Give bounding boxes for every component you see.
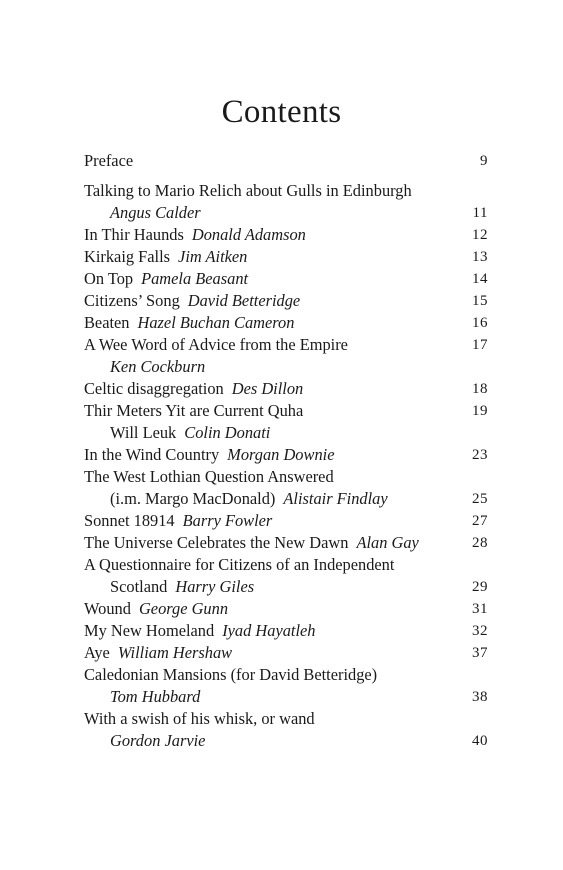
toc-entry[interactable] [84, 642, 488, 664]
toc-entry[interactable] [84, 466, 488, 510]
entry-page: 32 [472, 623, 488, 639]
entry-title-continued: Scotland [110, 577, 168, 596]
toc-entry[interactable] [84, 510, 488, 532]
entry-title: With a swish of his whisk, or wand [84, 709, 315, 728]
entry-page: 25 [472, 491, 488, 507]
toc-entry-preface[interactable] [84, 150, 488, 172]
toc-entry[interactable] [84, 224, 488, 246]
entry-page: 27 [472, 513, 488, 529]
entry-page: 13 [472, 249, 488, 265]
entry-author: Hazel Buchan Cameron [137, 313, 295, 332]
entry-author: Alan Gay [356, 533, 419, 552]
entry-title: In Thir Haunds [84, 225, 184, 244]
entry-author: William Hershaw [117, 643, 233, 662]
entry-title: A Wee Word of Advice from the Empire [84, 335, 348, 354]
toc-entry[interactable] [84, 180, 488, 224]
entry-title: The West Lothian Question Answered [84, 467, 334, 486]
entry-title: Citizens’ Song [84, 291, 180, 310]
entry-title: Kirkaig Falls [84, 247, 171, 266]
entry-page: 9 [480, 153, 488, 169]
page-title: Contents [221, 94, 342, 131]
entry-title: The Universe Celebrates the New Dawn [84, 533, 349, 552]
entry-page: 12 [472, 227, 488, 243]
entry-title: My New Homeland [84, 621, 215, 640]
toc-entry[interactable] [84, 532, 488, 554]
toc-entry[interactable] [84, 400, 488, 444]
entry-author: Gordon Jarvie [110, 731, 206, 750]
entry-author: Morgan Downie [227, 445, 335, 464]
entry-author: Jim Aitken [178, 247, 248, 266]
entry-title: Thir Meters Yit are Current Quha [84, 401, 304, 420]
entry-author: David Betteridge [187, 291, 301, 310]
toc-entry[interactable] [84, 444, 488, 466]
entry-page: 17 [472, 337, 488, 353]
entry-page: 28 [472, 535, 488, 551]
entry-title: Beaten [84, 313, 130, 332]
toc-entry[interactable] [84, 378, 488, 400]
entry-title: Talking to Mario Relich about Gulls in Edinburgh [84, 181, 412, 200]
entry-author: Alistair Findlay [283, 489, 388, 508]
entry-author: Ken Cockburn [110, 357, 206, 376]
entry-title: Aye [84, 643, 110, 662]
entry-author: Harry Giles [175, 577, 255, 596]
toc-entry[interactable] [84, 246, 488, 268]
toc-entry[interactable] [84, 554, 488, 598]
entry-author: Iyad Hayatleh [222, 621, 316, 640]
entry-page: 11 [472, 205, 488, 221]
entry-title: Wound [84, 599, 131, 618]
entry-author: Angus Calder [110, 203, 201, 222]
toc-entry[interactable] [84, 598, 488, 620]
entry-page: 40 [472, 733, 488, 749]
toc-entry[interactable] [84, 268, 488, 290]
toc-entry[interactable] [84, 312, 488, 334]
toc-entry[interactable] [84, 334, 488, 378]
entry-title: Preface [84, 151, 134, 170]
entry-author: Barry Fowler [182, 511, 273, 530]
entry-title: Caledonian Mansions (for David Betteridge) [84, 665, 378, 684]
entry-page: 14 [472, 271, 488, 287]
toc-entry[interactable] [84, 664, 488, 708]
entry-page: 29 [472, 579, 488, 595]
entry-author: Tom Hubbard [110, 687, 201, 706]
toc-entry[interactable] [84, 620, 488, 642]
entry-page: 16 [472, 315, 488, 331]
entry-page: 15 [472, 293, 488, 309]
entry-page: 18 [472, 381, 488, 397]
table-of-contents [84, 150, 488, 752]
entry-title: Sonnet 18914 [84, 511, 175, 530]
entry-page: 23 [472, 447, 488, 463]
entry-page: 37 [472, 645, 488, 661]
entry-title-continued: (i.m. Margo MacDonald) [110, 489, 276, 508]
entry-title: A Questionnaire for Citizens of an Independent [84, 555, 395, 574]
toc-entry[interactable] [84, 290, 488, 312]
entry-author: Colin Donati [184, 423, 271, 442]
entry-author: Donald Adamson [191, 225, 306, 244]
entry-page: 19 [472, 403, 488, 419]
entry-page: 38 [472, 689, 488, 705]
entry-author: Des Dillon [231, 379, 304, 398]
entry-title-continued: Will Leuk [110, 423, 177, 442]
entry-title: In the Wind Country [84, 445, 220, 464]
entry-author: Pamela Beasant [141, 269, 249, 288]
entry-page: 31 [472, 601, 488, 617]
entry-title: On Top [84, 269, 134, 288]
entry-title: Celtic disaggregation [84, 379, 224, 398]
toc-entry[interactable] [84, 708, 488, 752]
entry-author: George Gunn [138, 599, 229, 618]
